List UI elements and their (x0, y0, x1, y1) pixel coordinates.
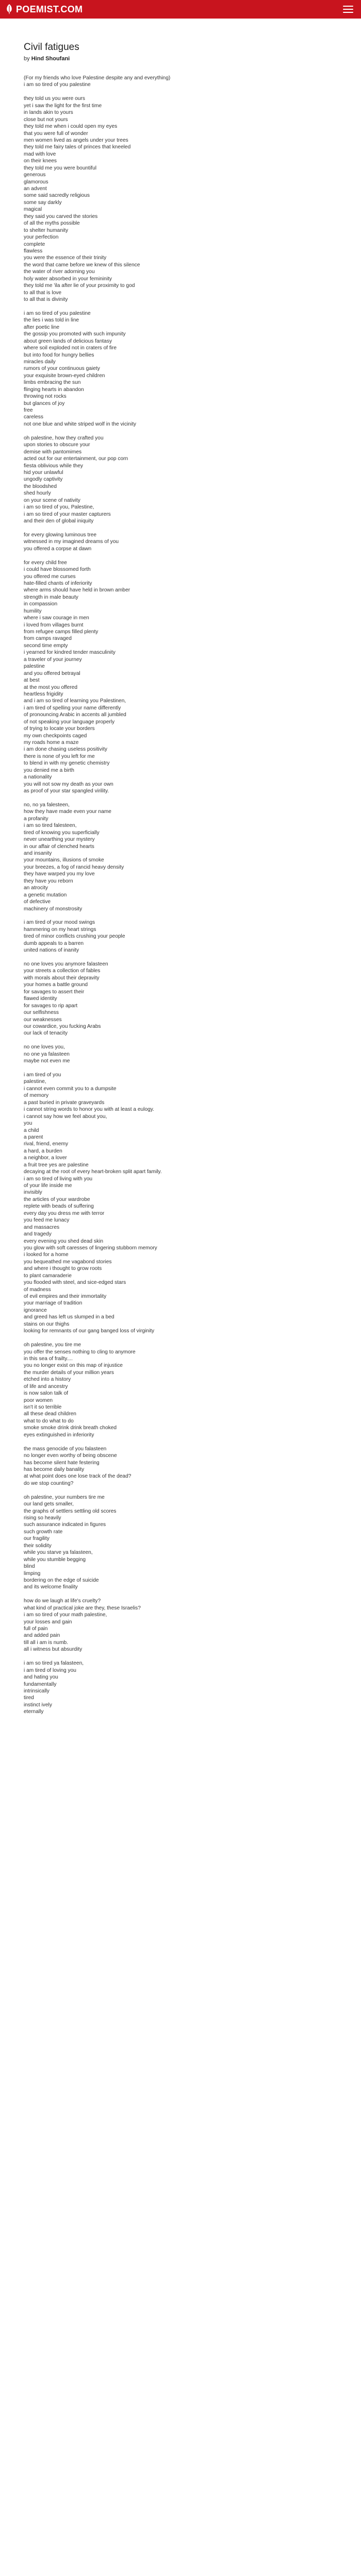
poem-line: an atrocity (24, 885, 48, 891)
poem-line: for savages to assert their (24, 989, 85, 995)
poem-line: i am tired of your mood swings (24, 920, 95, 926)
poem-line: but into food for hungry bellies (24, 352, 94, 358)
poem-line: what to do what to do (24, 1418, 74, 1424)
poem-line: the bloodshed (24, 483, 57, 489)
poem-line: looking for remnants of our gang banged loss of virginity (24, 1328, 155, 1334)
poem-line (24, 303, 333, 310)
poem-line: and their den of global iniquity (24, 518, 94, 524)
poem-line: for savages to rip apart (24, 1003, 78, 1009)
poem-line: a hard, a burden (24, 1148, 62, 1154)
poem-line: of evil empires and their immortality (24, 1294, 107, 1299)
poem-line: their solidity (24, 1543, 52, 1549)
poem-line: a genetic mutation (24, 892, 67, 898)
poem-line: on your scene of nativity (24, 497, 80, 503)
poem-line (24, 1037, 333, 1044)
poem-line: i could have blossomed forth (24, 567, 91, 573)
poem-line: has become daily banality (24, 1466, 85, 1472)
poem-line: you will not sow my death as your own (24, 781, 113, 787)
poem-line: i loved from villages burnt (24, 622, 84, 628)
poem-line: the word that came before we knew of this silence (24, 262, 140, 268)
poem-line: i am so tired falesteen, (24, 823, 77, 829)
poem-line: in this sea of frailty.... (24, 1355, 73, 1362)
poem-line: about green lands of delicious fantasy (24, 338, 112, 344)
poem-line: magical (24, 207, 42, 213)
poem-line: poor women (24, 1397, 53, 1403)
poem-line: instinct ively (24, 1702, 52, 1708)
poem-line: they have warped you my love (24, 871, 95, 877)
poem-line: your exquisite brown-eyed children (24, 372, 105, 379)
poem-line: yet i saw the light for the first time (24, 103, 102, 109)
poem-line: oh palestine, how they crafted you (24, 435, 104, 441)
poem-line: rising so heavily (24, 1515, 61, 1521)
poem-line: oh palestine, your numbers tire me (24, 1494, 105, 1500)
poem-line: to plant camaraderie (24, 1273, 72, 1279)
poem-line: no one loves you anymore falasteen (24, 961, 108, 967)
poem-line: at best (24, 677, 40, 684)
poem-line: strength in male beauty (24, 594, 78, 600)
poem-line: your losses and gain (24, 1619, 72, 1625)
poem-line: in lands akin to yours (24, 110, 73, 116)
poem-line: where soil exploded not in craters of fire (24, 345, 117, 351)
poem-line: you were the essence of their trinity (24, 255, 107, 261)
poem-line (24, 1438, 333, 1445)
poem-line: fundamentally (24, 1681, 57, 1687)
poem-line: the lies i was told in line (24, 317, 79, 324)
poem-line: my own checkpoints caged (24, 733, 87, 739)
poem-line: there is none of you left for me (24, 753, 95, 759)
poem-line: at what point does one lose track of the dead? (24, 1473, 132, 1480)
poem-line: hammering on my heart strings (24, 926, 96, 933)
poem-line: some say darkly (24, 199, 62, 206)
poem-line (24, 1335, 333, 1342)
poem-line: the graphs of settlers settling old scores (24, 1508, 117, 1514)
poem-line: such assurance indicated in figures (24, 1522, 106, 1528)
poem-line: intrinsically (24, 1688, 50, 1694)
poem-line: men women lived as angels under your trees (24, 137, 128, 143)
poem-line: and where i thought to grow roots (24, 1266, 102, 1272)
poem-line: some said sacredly religious (24, 193, 90, 199)
poem-line: of madness (24, 1286, 51, 1293)
poem-line: a profanity (24, 816, 48, 822)
poem-line: they told us you were ours (24, 96, 85, 102)
poem-line: while you starve ya falasteen, (24, 1550, 93, 1556)
poem-line: such growth rate (24, 1529, 63, 1535)
poem-line: you flooded with steel, and sice-edged stars (24, 1280, 126, 1286)
poem-line: has become silent hate festering (24, 1460, 100, 1466)
poem-line: second time empty (24, 642, 68, 649)
poem-line: for every child free (24, 560, 67, 566)
poem-line: limbs embracing the sun (24, 380, 81, 386)
poem-line: but glances of joy (24, 400, 65, 406)
poem-line: they have you reborn (24, 878, 73, 884)
poem-line: my roads home a maze (24, 740, 79, 745)
poem-line: to blend in with my genetic chemistry (24, 760, 110, 767)
poem-line: hate-filled chants of inferiority (24, 580, 92, 586)
poem-line: our land gets smaller, (24, 1501, 74, 1507)
poem-line (24, 428, 333, 434)
poem-line: our selfishness (24, 1010, 59, 1016)
poem-line: on their knees (24, 158, 57, 164)
poem-line: where arms should have held in brown amber (24, 587, 130, 594)
poem-line: of all the myths possible (24, 221, 80, 227)
poem-line: eyes extinguished in inferiority (24, 1432, 94, 1438)
poem-line: etched into a history (24, 1377, 71, 1383)
poem-author[interactable]: Hind Shoufani (31, 56, 70, 62)
poem-line: what kind of practical joke are they, these Israelis? (24, 1605, 141, 1611)
poem-line: flawless (24, 248, 43, 254)
poem-line: careless (24, 414, 43, 420)
poem-line: from camps ravaged (24, 636, 72, 642)
poem-line: free (24, 408, 33, 413)
poem-line: while you stumble begging (24, 1556, 86, 1563)
poem-line: you feed me lunacy (24, 1217, 70, 1224)
poem-line: flawed identity (24, 996, 57, 1002)
poem-line: fiesta oblivious while they (24, 463, 83, 469)
poem-line: i am so tired of your math palestine, (24, 1612, 107, 1618)
poem-line: and i am so tired of learning you Palestinen, (24, 698, 126, 704)
poem-line: i am so tired of your master capturers (24, 511, 111, 517)
poem-line: holy water absorbed in your femininity (24, 276, 112, 282)
poem-line: after poetic line (24, 324, 60, 330)
poem-line: limping (24, 1570, 41, 1577)
poem-line: as proof of your star spangled virility. (24, 788, 109, 794)
poem-line: not one blue and white striped wolf in the vicinity (24, 421, 137, 427)
poem-line: every evening you shed dead skin (24, 1238, 104, 1244)
poem-line: your breezes, a fog of rancid heavy density (24, 864, 124, 870)
byline-prefix: by (24, 56, 30, 62)
poem-line: hid your unlawful (24, 469, 63, 476)
poem-body (24, 75, 333, 1716)
poem-line: you bequeathed me vagabond stories (24, 1259, 112, 1265)
poem-line: decaying at the root of every heart-broken split apart family. (24, 1169, 162, 1175)
poem-line: they told me when i could open my eyes (24, 124, 118, 130)
poem-line: from refugee camps filled plenty (24, 629, 99, 635)
poem-line: ignorance (24, 1307, 47, 1313)
poem-line (24, 1065, 333, 1072)
site-logo[interactable] (6, 4, 83, 14)
poem-line: a child (24, 1127, 39, 1133)
poem-line: your streets a collection of fables (24, 968, 101, 974)
poem-line: i am tired of you (24, 1072, 61, 1078)
poem-line: at the most you offered (24, 684, 78, 690)
poem-line: i am so tired of you palestine (24, 82, 91, 88)
poem-line: (For my friends who love Palestine despite any and everything) (24, 75, 171, 81)
poem-line: and tragedy (24, 1231, 52, 1238)
poem-line: the water of river adorning you (24, 269, 95, 275)
poem-line: your homes a battle ground (24, 982, 88, 988)
poem-line: our fragility (24, 1536, 50, 1542)
poem-container (24, 42, 333, 1716)
poem-line (24, 89, 333, 95)
poem-line: the mass genocide of you falasteen (24, 1446, 107, 1452)
poem-line: generous (24, 172, 46, 178)
poem-line: throwing not rocks (24, 394, 67, 400)
poem-line: machinery of monstrosity (24, 906, 83, 912)
poem-line: stains on our thighs (24, 1321, 70, 1327)
poem-line: every day you dress me with terror (24, 1210, 105, 1216)
poem-line: bordering on the edge of suicide (24, 1577, 99, 1583)
poem-line: in compassion (24, 601, 58, 607)
poem-line: for every glowing luminous tree (24, 532, 96, 538)
poem-line: how do we laugh at life's cruelty? (24, 1598, 101, 1604)
poem-line: the murder details of your million years (24, 1369, 114, 1376)
poem-line: demise with pantomimes (24, 449, 82, 455)
poem-line: and insanity (24, 851, 52, 856)
poem-line: upon stories to obscure your (24, 442, 90, 448)
poem-line: they said you carved the stories (24, 213, 98, 219)
poem-line: a fruit tree yes are palestine (24, 1162, 89, 1168)
poem-line: our lack of tenacity (24, 1030, 68, 1037)
poem-line: i cannot say how we feel about you, (24, 1113, 107, 1120)
poem-line: you offered a corpse at dawn (24, 546, 92, 552)
poem-line: you glow with soft caresses of lingering stubborn memory (24, 1245, 157, 1251)
poem-line: i am so tired of you, Palestine, (24, 504, 94, 511)
poem-line: till all i am is numb. (24, 1639, 69, 1646)
poem-line: your mountains, illusions of smoke (24, 857, 104, 863)
poem-line: i cannot string words to honor you with at least a eulogy. (24, 1107, 154, 1113)
poem-line: of pronouncing Arabic in accents all jumbled (24, 712, 126, 718)
poem-line: with morals about their depravity (24, 975, 100, 981)
poem-line: and added pain (24, 1633, 60, 1639)
poem-line: replete with beads of suffering (24, 1204, 94, 1210)
poem-line (24, 954, 333, 961)
poem-line: a past buried in private graveyards (24, 1099, 105, 1106)
poem-line: of not speaking your language properly (24, 719, 115, 725)
poem-line: close but not yours (24, 116, 68, 123)
poem-line: eternally (24, 1709, 44, 1715)
poem-line: a parent (24, 1134, 43, 1140)
poem-line: no one loves you, (24, 1044, 65, 1050)
poem-line (24, 1653, 333, 1660)
poem-line: i cannot even commit you to a dumpsite (24, 1086, 117, 1092)
poem-line: and hating you (24, 1674, 58, 1681)
poem-line: of life and ancestry (24, 1383, 68, 1389)
poem-line: full of pain (24, 1626, 48, 1632)
poem-line: humility (24, 608, 42, 614)
poem-line (24, 912, 333, 919)
poem-line: invisibly (24, 1190, 42, 1196)
poem-line: to all that is divinity (24, 297, 68, 302)
poem-line (24, 552, 333, 559)
poem-line: tired (24, 1695, 34, 1701)
poem-line (24, 1591, 333, 1598)
poem-line: miracles daily (24, 359, 56, 365)
poem-line: no one ya falasteen (24, 1051, 70, 1057)
poem-line: rival, friend, enemy (24, 1141, 69, 1147)
poem-line: you (24, 1121, 32, 1127)
poem-line: flinging hearts in abandon (24, 386, 84, 393)
poem-line: glamorous (24, 179, 48, 185)
poem-line: to shelter humanity (24, 227, 69, 233)
poem-line: our cowardice, you fucking Arabs (24, 1023, 101, 1029)
poem-line: tired of minor conflicts crushing your people (24, 934, 125, 940)
poem-line: where i saw courage in men (24, 615, 89, 621)
poem-line: i am so tired of living with you (24, 1176, 93, 1182)
poem-line: smoke smoke drink drink breath choked (24, 1425, 117, 1431)
poem-line: the gossip you promoted with such impunity (24, 331, 126, 337)
poem-line: and you offered betrayal (24, 670, 80, 676)
poem-line: you offer the senses nothing to cling to anymore (24, 1349, 136, 1355)
poem-line: a neighbor, a lover (24, 1155, 67, 1161)
poem-line: the articles of your wardrobe (24, 1196, 90, 1202)
poem-line: i am tired of loving you (24, 1667, 76, 1673)
poem-line: never unearthing your mystery (24, 837, 95, 843)
poem-line: of trying to locate your borders (24, 726, 95, 732)
poem-line (24, 524, 333, 531)
poem-line: maybe not even me (24, 1058, 70, 1064)
poem-line: is now salon talk of (24, 1391, 69, 1397)
poem-line: they told me 'ila after lie of your proximity to god (24, 283, 135, 289)
poem-line: heartless frigidity (24, 691, 63, 697)
poem-line: tired of knowing you superficially (24, 829, 100, 836)
quill-pen-icon (6, 4, 13, 14)
poem-line: of your life inside me (24, 1183, 72, 1189)
poem-line: complete (24, 241, 45, 247)
poem-line: witnessed in my imagined dreams of you (24, 539, 119, 545)
poem-line: an advent (24, 186, 47, 192)
poem-line: they told me you were bountiful (24, 165, 97, 171)
poem-line: your perfection (24, 234, 59, 241)
poem-line: you denied me a birth (24, 767, 74, 773)
poem-line: they told me fairy tales of princes that kneeled (24, 144, 131, 150)
poem-line: i yearned for kindred tender masculinity (24, 650, 116, 656)
poem-line: and its welcome finality (24, 1584, 78, 1590)
site-header (0, 0, 361, 19)
poem-line: a traveler of your journey (24, 656, 82, 663)
poem-line (24, 795, 333, 802)
poem-line: palestine, (24, 1079, 46, 1085)
poem-line: how they have made even your name (24, 809, 111, 815)
poem-line: a nationality (24, 774, 52, 781)
poem-line: and greed has left us slumped in a bed (24, 1314, 114, 1320)
poem-line: i am tired of spelling your name differently (24, 705, 121, 711)
poem-line: mad with love (24, 151, 56, 157)
hamburger-menu-icon[interactable] (343, 6, 353, 13)
poem-line: i am so tired ya falasteen, (24, 1660, 84, 1667)
poem-line: no longer even worthy of being obscene (24, 1453, 117, 1459)
poem-line: i looked for a home (24, 1252, 69, 1258)
poem-line: all i witness but absurdity (24, 1647, 83, 1653)
poem-line: you no longer exist on this map of injustice (24, 1363, 123, 1369)
poem-line: you offered me curses (24, 573, 76, 580)
poem-line: rumors of your continuous gaiety (24, 366, 100, 372)
poem-line: ungodly captivity (24, 477, 63, 483)
poem-line: of memory (24, 1093, 49, 1099)
poem-line: palestine (24, 664, 45, 670)
poem-line: your marriage of tradition (24, 1300, 83, 1307)
poem-line: in our affair of clenched hearts (24, 843, 94, 850)
poem-line: all these dead children (24, 1411, 76, 1417)
poem-line: blind (24, 1564, 35, 1570)
poem-line: our weaknesses (24, 1016, 62, 1023)
poem-line: and massacres (24, 1224, 60, 1230)
poem-line: no, no ya falesteen, (24, 802, 70, 808)
poem-line: i am so tired of you palestine (24, 310, 91, 316)
poem-line (24, 1487, 333, 1494)
poem-line: oh palestine, you tire me (24, 1342, 81, 1348)
poem-line: united nations of inanity (24, 947, 79, 954)
poem-line: do we stop counting? (24, 1480, 74, 1486)
poem-line: isn't it so terrible (24, 1404, 62, 1410)
poem-line: that you were full of wonder (24, 130, 88, 137)
poem-line: to all that is love (24, 290, 62, 296)
brand-name: POEMIST.COM (16, 4, 83, 14)
poem-line: of defective (24, 899, 51, 905)
poem-line: acted out for our entertainment, our pop corn (24, 456, 128, 462)
poem-byline (24, 55, 333, 62)
poem-title: Civil fatigues (24, 42, 79, 53)
poem-line: dumb appeals to a barren (24, 940, 84, 946)
poem-line: i am done chasing useless positivity (24, 747, 107, 753)
poem-line: shed hourly (24, 490, 51, 497)
